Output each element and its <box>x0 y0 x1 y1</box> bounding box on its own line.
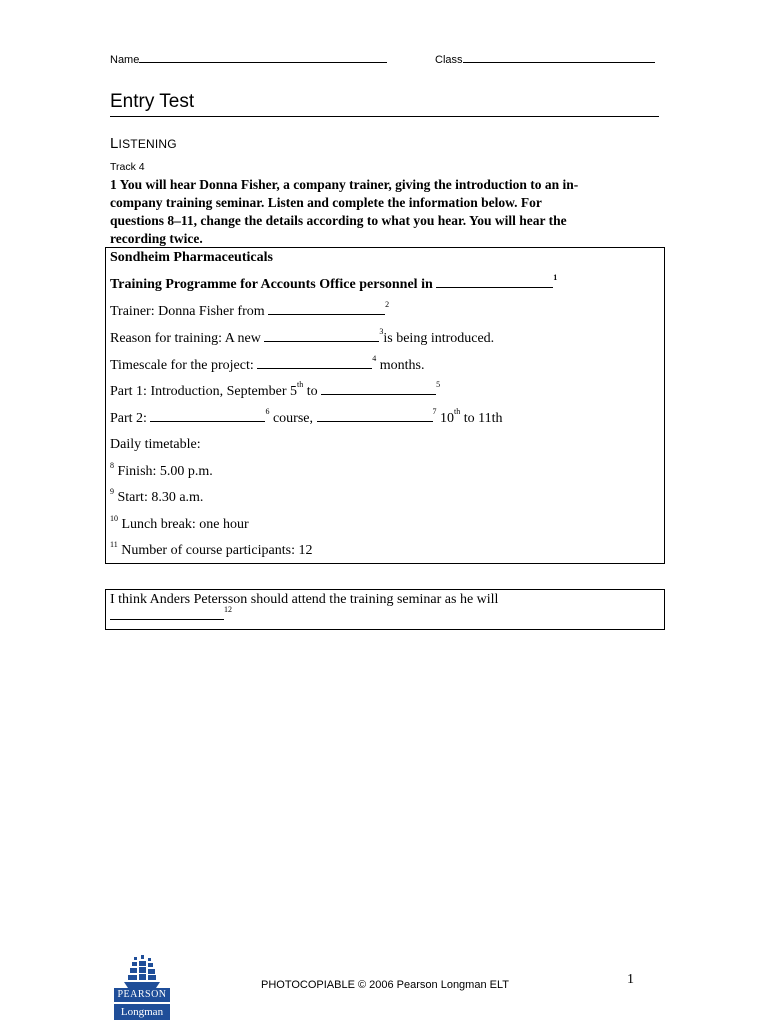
ordinal-suffix: th <box>454 407 461 416</box>
copyright-notice: PHOTOCOPIABLE © 2006 Pearson Longman ELT <box>261 979 509 991</box>
class-label: Class <box>435 54 463 66</box>
form-line-timescale <box>110 354 425 374</box>
part2-date-end: to 11th <box>463 411 503 426</box>
question-number: 3 <box>379 327 384 336</box>
start-text: Start: 8.30 a.m. <box>117 490 204 505</box>
form-line-part1 <box>110 380 441 400</box>
form-line-participants <box>110 540 313 559</box>
instruction-line: 1 You will hear Donna Fisher, a company trainer, giving the introduction to an in- <box>110 177 579 192</box>
finish-text: Finish: 5.00 p.m. <box>117 464 213 479</box>
company-name: Sondheim Pharmaceuticals <box>110 250 273 265</box>
form-line-lunch <box>110 514 249 533</box>
statement-answer <box>110 605 232 625</box>
reason-suffix: is being introduced. <box>383 331 495 346</box>
title-rule <box>110 116 659 117</box>
part2-course: course, <box>272 411 313 426</box>
logo-top-text: PEARSON <box>114 988 170 1002</box>
question-number: 11 <box>110 540 118 549</box>
answer-blank-5[interactable] <box>321 383 436 395</box>
pearson-logo <box>114 955 170 1021</box>
reason-label: Reason for training: A new <box>110 331 261 346</box>
instruction-line: recording twice. <box>110 231 203 246</box>
section-heading-rest: ISTENING <box>118 137 177 151</box>
answer-blank-3[interactable] <box>264 330 379 342</box>
statement-text: I think Anders Petersson should attend the training seminar as he will <box>110 592 499 607</box>
question-number: 2 <box>385 300 390 309</box>
part2-date-start: 10 <box>440 411 454 426</box>
lunch-text: Lunch break: one hour <box>121 517 249 532</box>
answer-blank-2[interactable] <box>268 303 385 315</box>
question-number: 4 <box>372 354 377 363</box>
name-label: Name <box>110 54 140 66</box>
answer-blank-7[interactable] <box>317 410 433 422</box>
ordinal-suffix: th <box>297 380 304 389</box>
class-field <box>435 52 655 66</box>
question-number: 9 <box>110 487 114 496</box>
track-label: Track 4 <box>110 161 145 173</box>
part2-label: Part 2: <box>110 411 147 426</box>
page-number: 1 <box>627 972 634 987</box>
instructions <box>110 176 670 248</box>
name-underline <box>139 52 387 63</box>
answer-blank-6[interactable] <box>150 410 265 422</box>
question-number: 1 <box>553 273 558 282</box>
name-field <box>110 52 387 66</box>
part1-to: to <box>306 384 318 399</box>
question-number: 7 <box>432 407 437 416</box>
page-title: Entry Test <box>110 91 195 112</box>
instruction-line: questions 8–11, change the details according to what you hear. You will hear the <box>110 213 567 228</box>
question-number: 6 <box>265 407 270 416</box>
class-underline <box>463 52 655 63</box>
timescale-suffix: months. <box>379 358 425 373</box>
logo-bottom-text: Longman <box>114 1004 170 1020</box>
daily-timetable-label: Daily timetable: <box>110 437 201 452</box>
form-line-start <box>110 487 204 506</box>
participants-text: Number of course participants: 12 <box>121 543 313 558</box>
part1-label: Part 1: Introduction, September 5 <box>110 384 298 399</box>
section-heading <box>110 135 177 152</box>
form-line-finish <box>110 461 213 480</box>
answer-blank-12[interactable] <box>110 608 224 620</box>
trainer-label: Trainer: Donna Fisher from <box>110 304 265 319</box>
instruction-line: company training seminar. Listen and complete the information below. For <box>110 195 542 210</box>
section-heading-initial: L <box>110 135 119 152</box>
question-number: 12 <box>224 605 232 614</box>
form-line-reason <box>110 327 495 347</box>
form-line-part2 <box>110 407 503 427</box>
question-number: 10 <box>110 514 118 523</box>
answer-blank-1[interactable] <box>436 276 553 288</box>
ship-icon <box>114 955 170 989</box>
form-line-trainer <box>110 300 390 320</box>
question-number: 5 <box>436 380 441 389</box>
programme-label: Training Programme for Accounts Office personnel in <box>110 277 433 292</box>
question-number: 8 <box>110 461 114 470</box>
form-line-programme <box>110 273 558 293</box>
timescale-label: Timescale for the project: <box>110 358 254 373</box>
answer-blank-4[interactable] <box>257 357 372 369</box>
